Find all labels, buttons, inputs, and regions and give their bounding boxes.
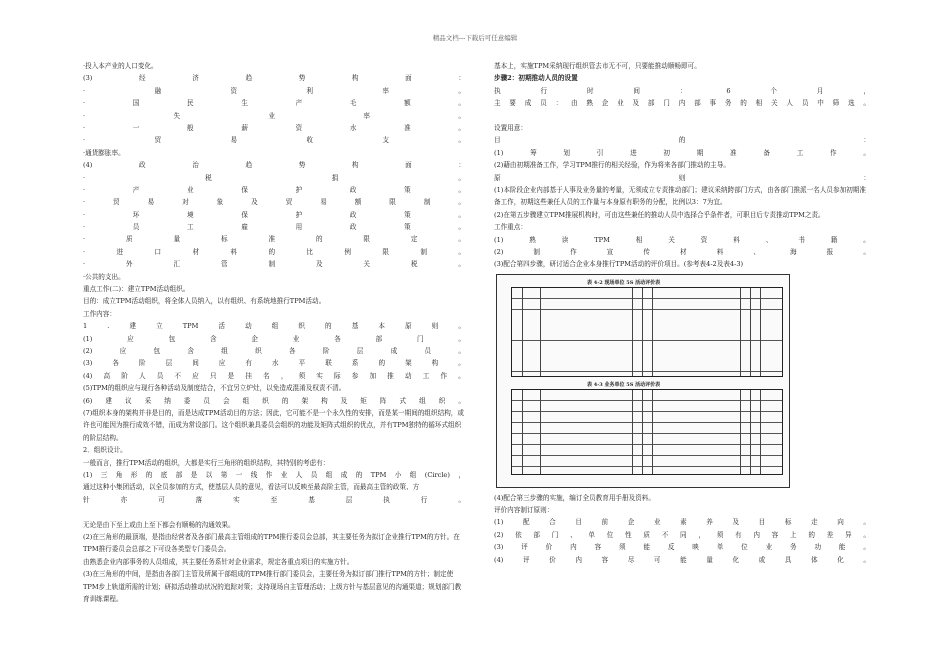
- text-line: · 融 资 利 率 。: [83, 86, 465, 95]
- text-line: · 产 业 保 护 政 策 。: [83, 185, 465, 194]
- text-line: 基本上，实施TPM采纳现行组织管去市无不可，只要能推动顺畅即可。: [494, 62, 701, 70]
- text-line: 重点工作(二)：建立TPM活动组织。: [83, 285, 190, 294]
- text-line: (1) 熟 读 TPM 相 关 资 料 、 书 籍 。: [494, 235, 870, 244]
- text-line: · 质 量 标 准 的 限 定 。: [83, 235, 465, 244]
- text-line: [494, 110, 870, 122]
- table-column-line: [760, 288, 761, 376]
- text-line: · 外 汇 管 制 及 关 税 。: [83, 260, 465, 269]
- text-line: (4) 政 治 趋 势 构 面 ：: [83, 161, 465, 170]
- text-line: (4)配合第三步骤的实施，编订全员教育用手册及资料。: [494, 493, 655, 502]
- text-line: 主 要 成 员 ： 由 熟 企 业 及 部 门 内 部 事 务 的 相 关 人 员 中 筛 选 。: [494, 99, 870, 108]
- text-line: · 环 境 保 护 政 策 。: [83, 210, 465, 219]
- text-line: (3) 各 阶 层 间 应 有 水 平 联 系 的 架 构 。: [83, 359, 465, 368]
- text-line: 执 行 时 间 ： 6 个 月 ，: [494, 86, 870, 95]
- text-line: (6) 建 议 采 纳 委 员 会 组 织 的 架 构 及 矩 阵 式 组 织 。: [83, 396, 465, 405]
- text-line: (1) 筹 划 引 进 初 期 准 备 工 作 。: [494, 148, 870, 157]
- left-column: [83, 60, 465, 605]
- text-line: (3)在三角形的中间，是指由各部门主管及所属干部组成的TPM推行部门委员会，主要任务为拟订部门推行TPM的方针；制定使TPM步上轨道所需的计划；研拟活动推动状况的追踪对策；支持现场自主管理活动；上级方针与基层意见的沟通渠道；规划部门教育训练课程。: [83, 570, 462, 603]
- text-line: 1 . 建 立 TPM 活 动 组 织 的 基 本 原 则 。: [83, 322, 465, 331]
- table-column-line: [540, 288, 541, 376]
- evaluation-table-image: [496, 274, 790, 488]
- text-line: (7)组织本身的架构并非是目的，而是达成TPM活动目的方法；因此，它可能不是一个永久性的安排，而是某一期间的组织结构，或许也可能因为推行成效不错，而成为常设部门。这个组织兼具委员会组织的功能及矩阵式组织的优点，并有TPM独特的循环式组织的阶层结构。: [83, 408, 464, 442]
- text-line: (4) 评 价 内 容 尽 可 能 量 化 或 具 体 化 。: [494, 555, 870, 564]
- table-4-3: [511, 389, 783, 475]
- text-line: · 员 工 雇 用 政 策 。: [83, 223, 465, 232]
- text-line: · 进 口 材 料 的 比 例 限 制 。: [83, 247, 465, 256]
- table-column-line: [632, 288, 633, 376]
- text-line: 工作内容：: [83, 309, 116, 318]
- text-line: · 税 捐 。: [83, 173, 465, 182]
- text-line: (2)在第五步骤建立TPM推展机构时，可由这些兼任的推动人员中选择合乎条件者，可职目后专责推动TPM之责。: [494, 210, 825, 219]
- table-4-2-caption: 表 4-2 现场单位 5S 活动评价表: [587, 279, 661, 286]
- text-line: · 一 般 薪 资 水 准 。: [83, 123, 465, 132]
- text-line: (2) 依 部 门 、 单 位 性 质 不 同 ， 须 有 内 容 上 的 差 异 。: [494, 530, 870, 539]
- text-line: 由熟悉企业内部事务的人员组成，其主要任务系针对企业需求，规定各重点项目的实施方针。: [83, 557, 354, 566]
- text-line: 设置用意：: [494, 123, 527, 132]
- table-column-line: [632, 390, 633, 474]
- text-line: 工作重点：: [494, 223, 527, 232]
- table-4-2: [511, 287, 783, 377]
- table-column-line: [652, 288, 653, 376]
- text-line: (5)TPM的组织应与现行各种活动及制度结合，不宜另立炉灶，以免造成混淆及权责不清。: [83, 384, 346, 393]
- text-line: · 国 民 生 产 毛 额 。: [83, 99, 465, 108]
- text-line: [83, 506, 465, 518]
- text-line: 无论是由下至上或由上至下都会有顺畅的沟通效果。: [83, 520, 235, 529]
- text-line: 目 的 ：: [494, 136, 870, 145]
- table-column-line: [760, 390, 761, 474]
- text-line: (3) 经 济 趋 势 构 面 ：: [83, 74, 465, 83]
- text-line: (4) 高 阶 人 员 不 应 只 是 挂 名 ， 须 实 际 参 加 推 动 工 作 。: [83, 371, 465, 380]
- text-line: (1) 三 角 形 的 底 部 是 以 第 一 线 作 业 人 员 组 成 的 TPM 小 组 (Circle) ，: [83, 470, 465, 479]
- table-column-line: [750, 390, 751, 474]
- table-column-line: [740, 390, 741, 474]
- table-column-line: [750, 288, 751, 376]
- text-line: (2)在三角形的最顶端，是指由经营者及各部门最高主管组成的TPM推行委员会总部，其主要任务为拟订企业推行TPM的方针。在TPM推行委员会总部之下可设各类型专门委员会。: [83, 532, 460, 554]
- text-line: ·投入本产业的人口变化。: [83, 62, 158, 70]
- text-line: · 失 业 率 。: [83, 111, 465, 120]
- table-column-line: [540, 390, 541, 474]
- text-line: (2) 制 作 宣 传 材 料 、 海 报 。: [494, 247, 870, 256]
- text-line: (1)本阶段企业内部基于人事及业务量的考量，无须成立专责推动部门；建议采纳跨部门方式，由各部门推派一名人员参加初期准备工作，初期这些兼任人员的工作量与本身原有职务的分配，比例以3：7为宜。: [494, 185, 866, 207]
- text-line: 评价内容制订原则：: [494, 506, 554, 515]
- text-line: · 贸 易 收 支 。: [83, 136, 465, 145]
- text-line: 2．组织设计。: [83, 446, 127, 455]
- table-column-line: [522, 288, 523, 376]
- text-line: 一般而言，推行TPM活动的组织，大都是实行三角形的组织结构，其特别的考虑有：: [83, 458, 330, 467]
- text-line: (3)配合第四步骤，研讨适合企业本身推行TPM活动的评价项目。(参考表4-2及表4-3): [494, 260, 744, 269]
- table-column-line: [642, 390, 643, 474]
- text-line: (1) 配 合 目 前 企 业 素 养 及 目 标 走 向 。: [494, 518, 870, 527]
- text-line: ·公共的支出。: [83, 272, 125, 281]
- table-column-line: [522, 390, 523, 474]
- text-line: 通过这种小集团活动，以全员参加的方式，使基层人员的意见，看法可以反映至最高阶主管，而最高主管的政策、方: [83, 483, 420, 492]
- table-column-line: [652, 390, 653, 474]
- text-line: (1) 应 包 含 企 业 各 部 门 。: [83, 334, 465, 343]
- text-line: ·通货膨胀率。: [83, 148, 125, 157]
- text-line: 针 亦 可 落 实 至 基 层 执 行 。: [83, 495, 465, 504]
- text-line: (2) 应 包 含 组 织 各 阶 层 成 员 。: [83, 346, 465, 355]
- table-4-3-caption: 表 4-3 业务单位 5S 活动评价表: [587, 381, 661, 388]
- table-column-line: [642, 288, 643, 376]
- page-header: 精品文档---下载后可任意编辑: [432, 34, 518, 42]
- text-line: (2)藉由初期准备工作，学习TPM推行的相关经验，作为将来各部门推动的主导。: [494, 161, 730, 170]
- text-line: (3) 评 价 内 容 须 能 反 映 单 位 业 务 功 能 。: [494, 543, 870, 552]
- text-line: 原 则 ：: [494, 173, 870, 182]
- text-line: · 贸 易 对 象 及 贸 易 额 限 制 。: [83, 198, 465, 207]
- text-line: 步骤2：初期推动人员的设置: [494, 74, 578, 83]
- right-column: [494, 60, 870, 566]
- table-column-line: [740, 288, 741, 376]
- text-line: 目的：成立TPM活动组织，将全体人员纳入，以有组织、有系统地推行TPM活动。: [83, 297, 326, 306]
